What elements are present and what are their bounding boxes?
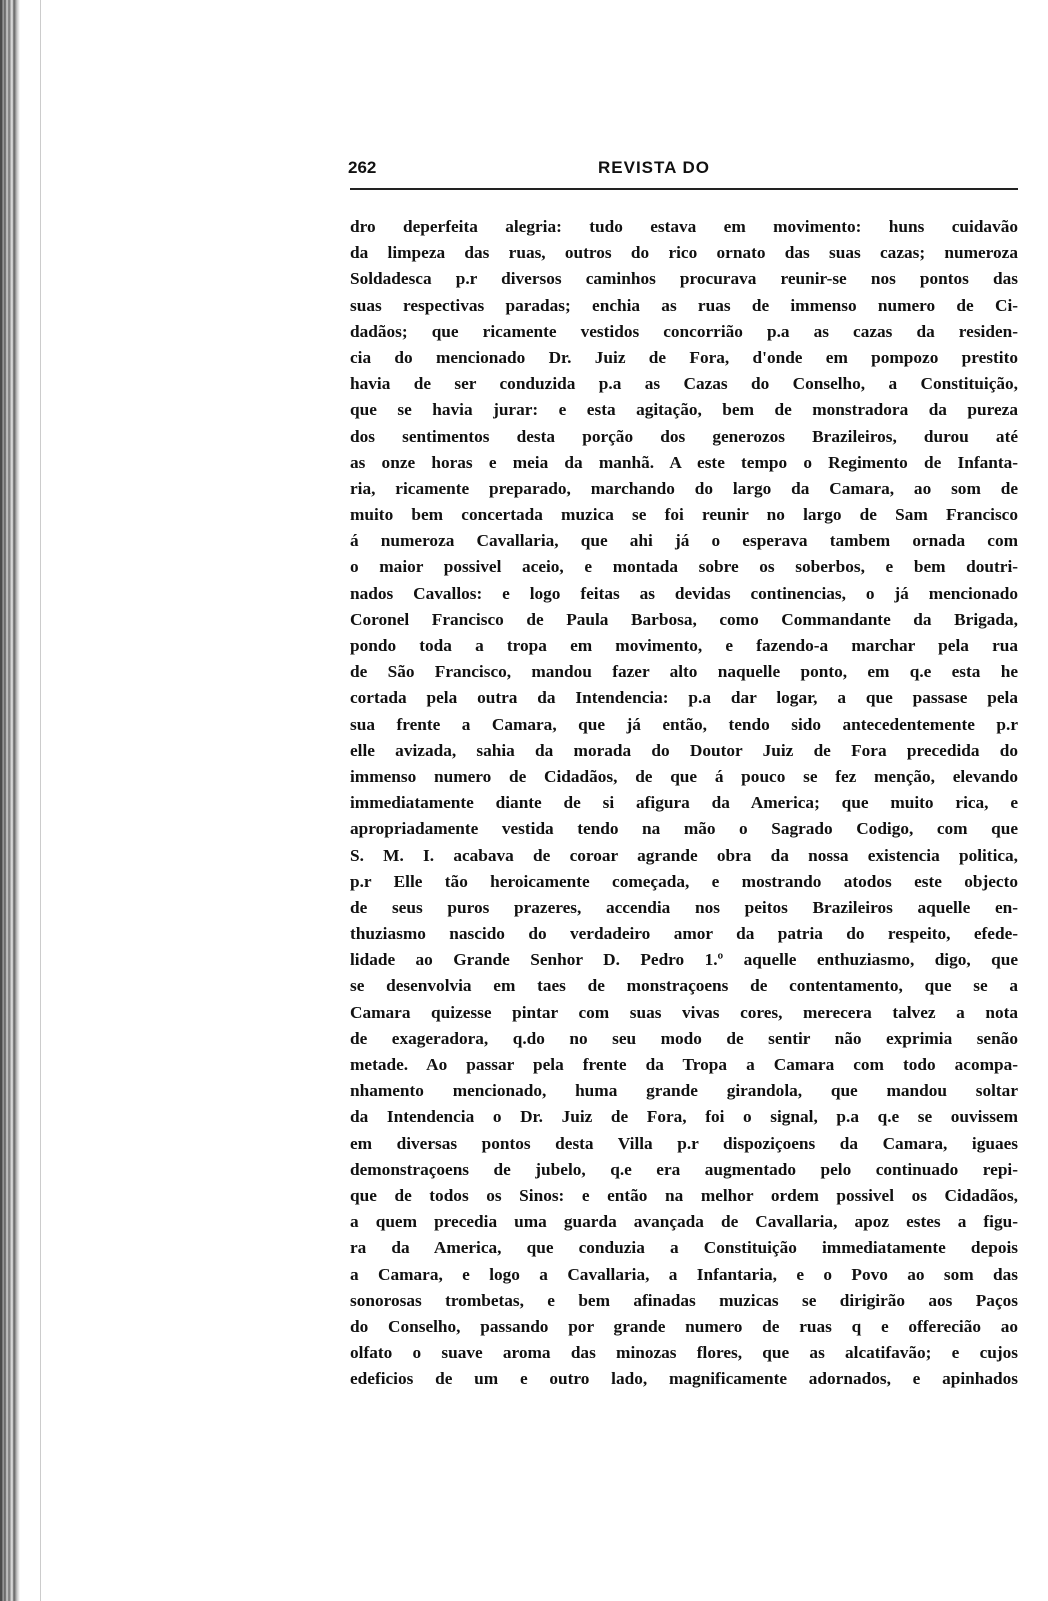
text-line: a Camara, e logo a Cavallaria, a Infantaria, e o Povo ao som das [350,1264,1018,1284]
text-line: olfato o suave aroma das minozas flores, que as alcatifavão; e cujos [350,1343,1018,1363]
text-line: em diversas pontos desta Villa p.r dispoziçoens da Camara, iguaes [350,1133,1018,1153]
text-line: elle avizada, sahia da morada do Doutor Juiz de Fora precedida do [350,740,1018,760]
text-line: sonorosas trombetas, e bem afinadas muzicas se dirigirão aos Paços [350,1290,1018,1310]
text-line: lidade ao Grande Senhor D. Pedro 1.º aquelle enthuziasmo, digo, que [350,950,1018,970]
text-line: de São Francisco, mandou fazer alto naquelle ponto, em q.e esta he [350,662,1018,682]
header-rule [350,188,1018,190]
text-line: que se havia jurar: e esta agitação, bem de monstradora da pureza [350,400,1018,420]
text-line: de exageradora, q.do no seu modo de sentir não exprimia senão [350,1028,1018,1048]
text-line: dos sentimentos desta porção dos generozos Brazileiros, durou até [350,426,1018,446]
text-line: pondo toda a tropa em movimento, e fazendo-a marchar pela rua [350,636,1018,655]
text-line: apropriadamente vestida tendo na mão o Sagrado Codigo, com que [350,819,1018,839]
text-line: á numeroza Cavallaria, que ahi já o esperava tambem ornada com [350,531,1018,551]
text-line: da limpeza das ruas, outros do rico ornato das suas cazas; numeroza [350,243,1018,263]
text-line: da Intendencia o Dr. Juiz de Fora, foi o signal, p.a q.e se ouvissem [350,1107,1018,1127]
text-line: do Conselho, passando por grande numero de ruas q e offerecião ao [350,1316,1018,1336]
running-head: REVISTA DO [598,158,711,177]
text-line: muito bem concertada muzica se foi reunir no largo de Sam Francisco [350,505,1018,525]
text-line: se desenvolvia em taes de monstraçoens de contentamento, que se a [350,976,1018,996]
text-line: que de todos os Sinos: e então na melhor ordem possivel os Cidadãos, [350,1185,1018,1205]
text-line: dadãos; que ricamente vestidos concorrião p.a as cazas da residen- [350,321,1018,341]
text-line: immediatamente diante de si afigura da America; que muito rica, e [350,793,1018,813]
book-binding-edge [0,0,20,1601]
text-line: cia do mencionado Dr. Juiz de Fora, d'onde em pompozo prestito [350,347,1018,367]
text-line: p.r Elle tão heroicamente começada, e mostrando atodos este objecto [350,871,1018,891]
text-line: metade. Ao passar pela frente da Tropa a Camara com todo acompa- [350,1055,1018,1074]
text-line: edeficios de um e outro lado, magnificamente adornados, e apinhados [350,1369,1018,1389]
text-line: sua frente a Camara, que já então, tendo sido antecedentemente p.r [350,714,1018,734]
text-line: ria, ricamente preparado, marchando do largo da Camara, ao som de [350,478,1018,498]
text-line: demonstraçoens de jubelo, q.e era augmentado pelo continuado repi- [350,1159,1018,1179]
text-line: dro deperfeita alegria: tudo estava em movimento: huns cuidavão [350,217,1018,236]
text-line: suas respectivas paradas; enchia as ruas de immenso numero de Ci- [350,295,1018,315]
text-line: havia de ser conduzida p.a as Cazas do Conselho, a Constituição, [350,374,1018,394]
text-line: cortada pela outra da Intendencia: p.a dar logar, a que passase pela [350,688,1018,708]
text-line: Camara quizesse pintar com suas vivas cores, merecera talvez a nota [350,1002,1018,1022]
gutter-line [40,0,41,1601]
text-line: Soldadesca p.r diversos caminhos procurava reunir-se nos pontos das [350,269,1018,289]
text-line: nados Cavallos: e logo feitas as devidas continencias, o já mencionado [350,583,1018,603]
text-line: as onze horas e meia da manhã. A este tempo o Regimento de Infanta- [350,452,1018,472]
text-line: o maior possivel aceio, e montada sobre os soberbos, e bem doutri- [350,557,1018,577]
body-text [350,214,1018,1392]
text-line: S. M. I. acabava de coroar agrande obra da nossa existencia politica, [350,845,1018,865]
text-line: thuziasmo nascido do verdadeiro amor da patria do respeito, efede- [350,924,1018,944]
text-line: Coronel Francisco de Paula Barbosa, como Commandante da Brigada, [350,609,1018,629]
text-line: a quem precedia uma guarda avançada de Cavallaria, apoz estes a figu- [350,1212,1018,1232]
text-line: de seus puros prazeres, accendia nos peitos Brazileiros aquelle en- [350,897,1018,917]
text-line: ra da America, que conduzia a Constituição immediatamente depois [350,1238,1018,1258]
page-header [348,158,820,184]
text-line: immenso numero de Cidadãos, de que á pouco se fez menção, elevando [350,766,1018,786]
page-number: 262 [348,158,377,177]
text-line: nhamento mencionado, huma grande girandola, que mandou soltar [350,1081,1018,1101]
